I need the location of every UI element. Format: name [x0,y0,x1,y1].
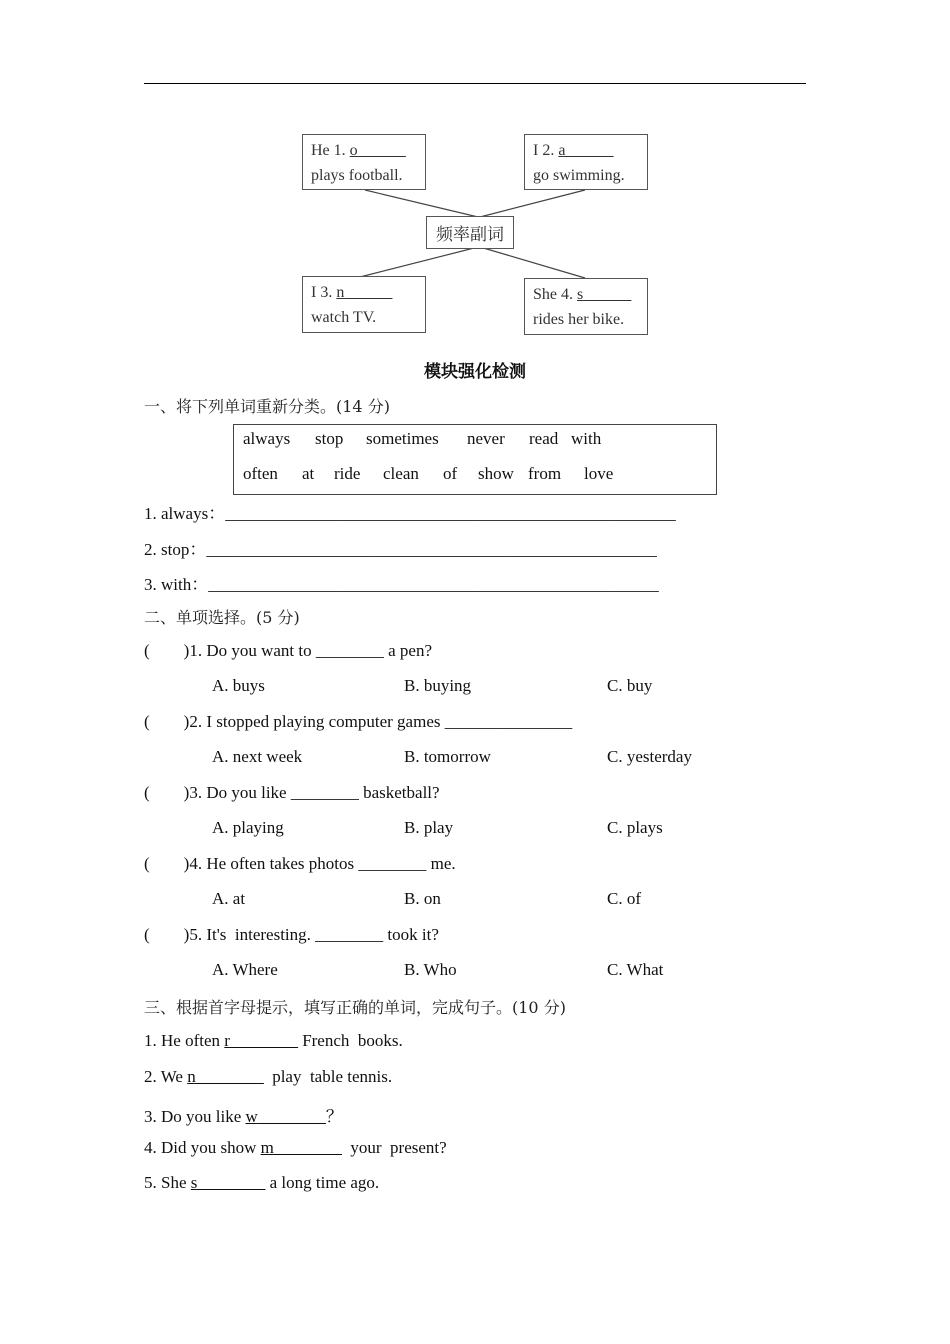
fill-blank[interactable]: m________ [260,1138,342,1157]
word: stop [315,429,344,448]
fill-blank[interactable]: w________ [245,1107,326,1126]
box4-prefix: She 4. [533,286,577,303]
classify-line-1: 1. always：_____________________________________________________ [144,504,676,523]
word: from [528,464,562,483]
word: show [478,464,514,483]
answer-blank[interactable]: _____________________________________________________ [225,504,676,523]
option-c[interactable]: C. plays [607,818,663,837]
word: read [529,429,559,448]
answer-blank[interactable]: _____________________________________________________ [206,540,657,559]
diagram-box-3 [302,276,426,333]
fill-sentence-5: 5. She s________ a long time ago. [144,1173,380,1192]
option-a[interactable]: A. next week [212,747,303,766]
box2-prefix: I 2. [533,142,559,159]
fill-sentence-1: 1. He often r________ French books. [144,1031,403,1050]
fill-sentence-4: 4. Did you show m________ your present? [144,1138,447,1157]
option-c[interactable]: C. buy [607,676,653,695]
word: never [467,429,505,448]
word: of [443,464,458,483]
part2-heading: 二、单项选择。(5 分) [144,608,300,627]
fill-sentence-3: 3. Do you like w________？ [144,1107,343,1126]
word: love [584,464,614,483]
classify-line-2: 2. stop：_____________________________________________________ [144,540,657,559]
part1-heading: 一、将下列单词重新分类。(14 分) [144,397,390,416]
option-a[interactable]: A. at [212,889,246,908]
word-bank [233,424,717,495]
frequency-adverb-diagram [290,128,660,343]
box1-text: plays football. [311,167,403,184]
word: clean [383,464,419,483]
box4-blank[interactable]: s______ [577,286,632,303]
page-title: 模块强化检测 [424,362,526,382]
fill-blank[interactable]: r________ [224,1031,298,1050]
diagram-box-4 [524,278,648,335]
top-rule [144,83,806,84]
word: at [302,464,315,483]
question-1: ( )1. Do you want to ________ a pen? [144,641,433,660]
question-5: ( )5. It's interesting. ________ took it? [144,925,439,944]
word: sometimes [366,429,439,448]
fill-sentence-2: 2. We n________ play table tennis. [144,1067,393,1086]
box2-text: go swimming. [533,167,625,184]
word: often [243,464,278,483]
word: with [571,429,602,448]
box3-text: watch TV. [311,309,377,326]
classify-line-3: 3. with：_____________________________________________________ [144,575,659,594]
diagram-box-2 [524,134,648,190]
option-b[interactable]: B. on [404,889,441,908]
word: always [243,429,291,448]
fill-blank[interactable]: n________ [187,1067,264,1086]
option-c[interactable]: C. yesterday [607,747,692,766]
option-c[interactable]: C. What [607,960,664,979]
option-b[interactable]: B. buying [404,676,472,695]
question-2: ( )2. I stopped playing computer games _______________ [144,712,573,731]
diagram-box-1 [302,134,426,190]
question-4: ( )4. He often takes photos ________ me. [144,854,456,873]
answer-blank[interactable]: _____________________________________________________ [208,575,659,594]
box3-blank[interactable]: n______ [336,284,393,301]
box1-prefix: He 1. [311,142,350,159]
option-a[interactable]: A. buys [212,676,265,695]
option-b[interactable]: B. play [404,818,454,837]
part3-heading: 三、根据首字母提示，填写正确的单词，完成句子。(10 分) [144,998,566,1017]
option-b[interactable]: B. Who [404,960,457,979]
word: ride [334,464,361,483]
fill-blank[interactable]: s________ [190,1173,266,1192]
question-3: ( )3. Do you like ________ basketball? [144,783,440,802]
option-a[interactable]: A. Where [212,960,278,979]
box2-blank[interactable]: a______ [558,142,614,159]
option-c[interactable]: C. of [607,889,641,908]
box3-prefix: I 3. [311,284,337,301]
box4-text: rides her bike. [533,311,625,328]
option-b[interactable]: B. tomorrow [404,747,491,766]
option-a[interactable]: A. playing [212,818,284,837]
diagram-center-label: 频率副词 [426,216,514,249]
box1-blank[interactable]: o______ [349,142,406,159]
